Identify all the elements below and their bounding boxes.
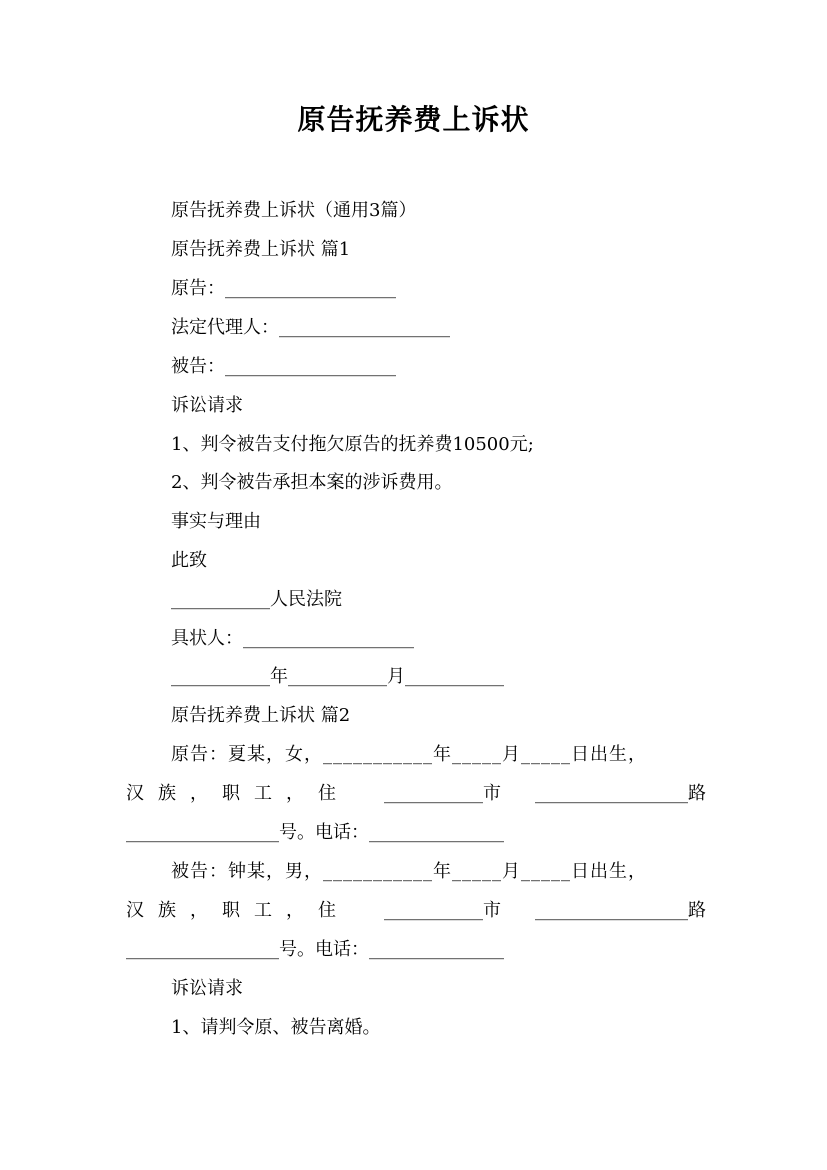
- claim-2: 2、判令被告承担本案的涉诉费用。: [171, 472, 453, 493]
- date-line: ___________年___________月___________: [171, 666, 504, 687]
- defendant-info-line: 被告：钟某，男，___________年_____月_____日出生，: [171, 861, 647, 882]
- salutation: 此致: [171, 550, 207, 571]
- claim-1: 1、判令被告支付拖欠原告的抚养费10500元;: [171, 434, 534, 455]
- subtitle-line: 原告抚养费上诉状（通用3篇）: [171, 200, 417, 221]
- claim-2-1: 1、请判令原、被告离婚。: [171, 1017, 381, 1038]
- defendant-city: ___________市: [384, 900, 501, 921]
- defendant-address-line: [126, 899, 706, 923]
- legal-rep-line: 法定代理人：___________________: [171, 317, 450, 338]
- court-line: ___________人民法院: [171, 589, 342, 610]
- plaintiff-line: 原告：___________________: [171, 278, 396, 299]
- plaintiff-road: _________________路: [535, 783, 706, 804]
- plaintiff-phone-line: _________________号。电话：_______________: [126, 822, 504, 843]
- section-heading-2: 原告抚养费上诉状 篇2: [171, 705, 351, 726]
- document-title: 原告抚养费上诉状: [297, 103, 530, 136]
- plaintiff-ethnicity-job: 汉族，职工，住: [126, 783, 350, 804]
- plaintiff-city: ___________市: [384, 783, 501, 804]
- plaintiff-address-line: [126, 782, 706, 806]
- defendant-ethnicity-job: 汉族，职工，住: [126, 900, 350, 921]
- facts-heading: 事实与理由: [171, 511, 261, 532]
- section-heading-1: 原告抚养费上诉状 篇1: [171, 239, 351, 260]
- plaintiff-info-line: 原告：夏某，女，___________年_____月_____日出生，: [171, 744, 647, 765]
- defendant-phone-line: _________________号。电话：_______________: [126, 939, 504, 960]
- signer-line: 具状人：___________________: [171, 628, 414, 649]
- claims-heading: 诉讼请求: [171, 395, 243, 416]
- defendant-road: _________________路: [535, 900, 706, 921]
- claims-heading-2: 诉讼请求: [171, 978, 243, 999]
- defendant-line: 被告：___________________: [171, 356, 396, 377]
